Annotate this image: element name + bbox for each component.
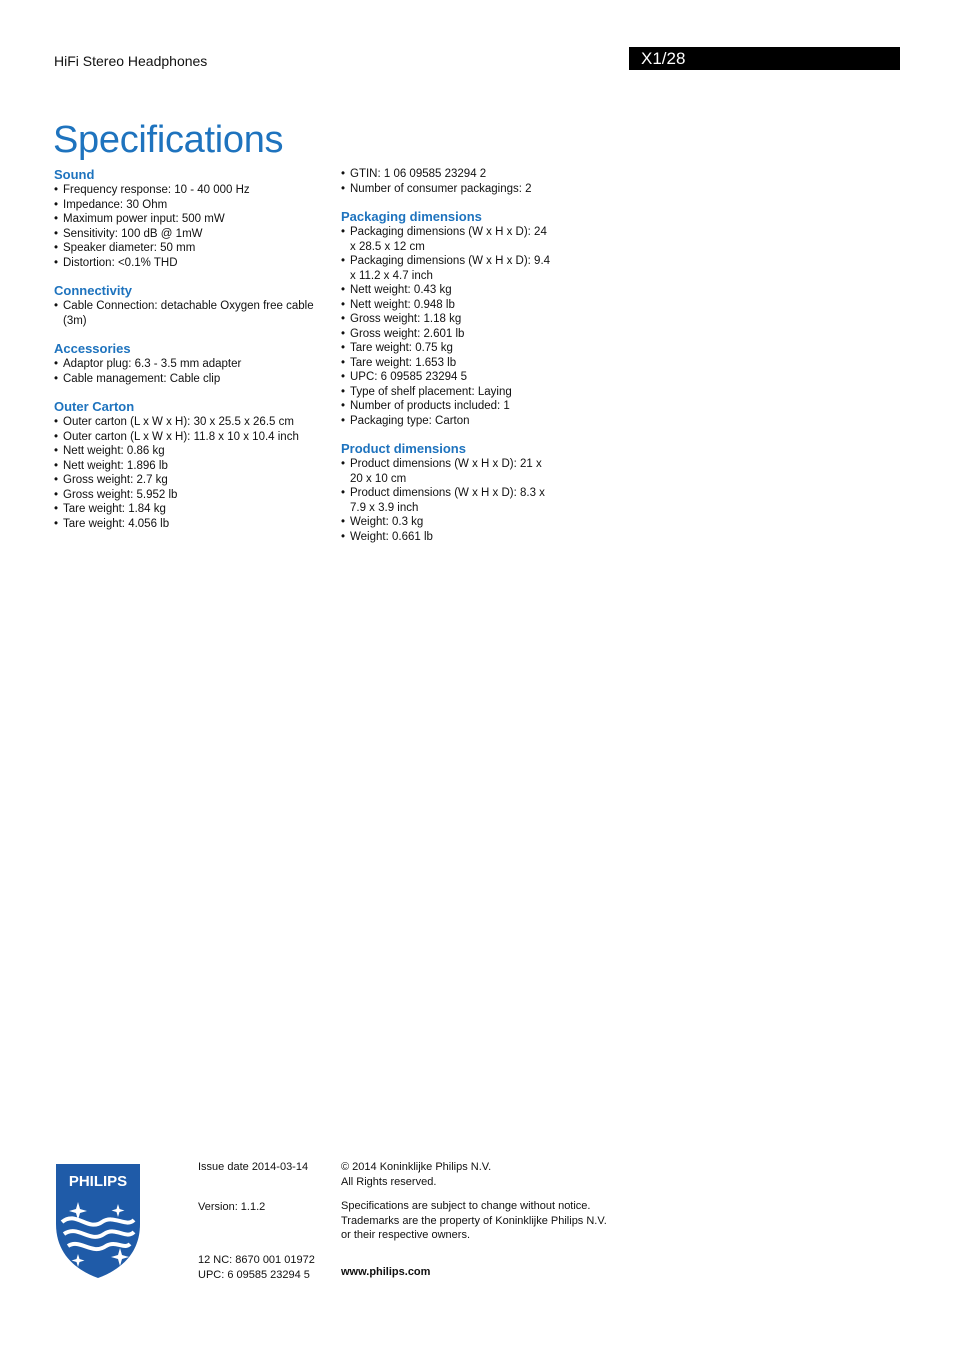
spec-item: • Gross weight: 2.7 kg: [54, 473, 329, 488]
spec-section: [54, 399, 329, 531]
section-title: Accessories: [54, 341, 131, 356]
copyright-line-2: All Rights reserved.: [341, 1175, 437, 1188]
spec-item: • Nett weight: 0.948 lb: [341, 298, 551, 313]
logo-wordmark: PHILIPS: [68, 1173, 128, 1190]
spec-item: • Product dimensions (W x H x D): 8.3 x 7.9 x 3.9 inch: [341, 486, 551, 515]
spec-item: • Type of shelf placement: Laying: [341, 385, 551, 400]
issue-date: Issue date 2014-03-14: [198, 1161, 309, 1173]
spec-item: • Maximum power input: 500 mW: [54, 212, 329, 227]
spec-item: • Adaptor plug: 6.3 - 3.5 mm adapter: [54, 357, 329, 372]
spec-item: • Tare weight: 0.75 kg: [341, 341, 551, 356]
spec-item: • Number of products included: 1: [341, 399, 551, 414]
upc-code: UPC: 6 09585 23294 5: [198, 1268, 310, 1281]
spec-item: • Nett weight: 0.86 kg: [54, 444, 329, 459]
spec-item: • Frequency response: 10 - 40 000 Hz: [54, 183, 329, 198]
page-title: Specifications: [53, 119, 284, 162]
spec-column-left: [54, 167, 329, 544]
spec-item: • Product dimensions (W x H x D): 21 x 20 x 10 cm: [341, 457, 551, 486]
spec-item: • Speaker diameter: 50 mm: [54, 241, 329, 256]
spec-section: [54, 167, 329, 270]
model-badge: [629, 47, 900, 70]
spec-item: • Tare weight: 4.056 lb: [54, 517, 329, 532]
spec-section: [341, 209, 551, 428]
spec-item: • Cable Connection: detachable Oxygen free cable (3m): [54, 299, 329, 328]
section-title: Sound: [54, 167, 95, 182]
philips-shield-logo: [54, 1162, 142, 1280]
spec-section-misc: [341, 167, 551, 196]
spec-item: • Outer carton (L x W x H): 30 x 25.5 x 26.5 cm: [54, 415, 329, 430]
section-title: Packaging dimensions: [341, 209, 482, 224]
spec-item: • UPC: 6 09585 23294 5: [341, 370, 551, 385]
spec-item: • Gross weight: 1.18 kg: [341, 312, 551, 327]
spec-section: [341, 441, 551, 544]
model-number: X1/28: [641, 49, 686, 68]
spec-item: • Number of consumer packagings: 2: [341, 182, 551, 197]
spec-item: • Tare weight: 1.84 kg: [54, 502, 329, 517]
spec-item: • Distortion: <0.1% THD: [54, 256, 329, 271]
spec-item: • Packaging dimensions (W x H x D): 24 x 28.5 x 12 cm: [341, 225, 551, 254]
spec-item: • Gross weight: 2.601 lb: [341, 327, 551, 342]
nc-code: 12 NC: 8670 001 01972: [198, 1254, 315, 1266]
spec-list: [54, 299, 329, 328]
spec-item: • Weight: 0.661 lb: [341, 530, 551, 545]
spec-item: • Nett weight: 0.43 kg: [341, 283, 551, 298]
spec-item: • Tare weight: 1.653 lb: [341, 356, 551, 371]
spec-list: [341, 225, 551, 428]
spec-item: • GTIN: 1 06 09585 23294 2: [341, 167, 551, 182]
spec-item: • Packaging type: Carton: [341, 414, 551, 429]
spec-item: • Packaging dimensions (W x H x D): 9.4 x 11.2 x 4.7 inch: [341, 254, 551, 283]
product-line: HiFi Stereo Headphones: [54, 53, 208, 69]
footer-legal: [341, 1160, 631, 1279]
footer-meta: [198, 1160, 333, 1282]
copyright-line-1: © 2014 Koninklijke Philips N.V.: [341, 1161, 492, 1173]
notice-line-2: Trademarks are the property of Koninklijke Philips N.V.: [341, 1214, 607, 1227]
version: Version: 1.1.2: [198, 1200, 266, 1213]
spec-item: • Cable management: Cable clip: [54, 372, 329, 387]
spec-section: [54, 341, 329, 386]
section-title: Connectivity: [54, 283, 133, 298]
spec-list: [54, 415, 329, 531]
spec-list: [54, 357, 329, 386]
notice-line-1: Specifications are subject to change without notice.: [341, 1200, 591, 1212]
website-link[interactable]: www.philips.com: [341, 1265, 431, 1278]
spec-item: • Gross weight: 5.952 lb: [54, 488, 329, 503]
spec-item: • Nett weight: 1.896 lb: [54, 459, 329, 474]
spec-item: • Impedance: 30 Ohm: [54, 198, 329, 213]
spec-list: [341, 167, 551, 196]
spec-item: • Weight: 0.3 kg: [341, 515, 551, 530]
spec-section: [54, 283, 329, 328]
spec-item: • Outer carton (L x W x H): 11.8 x 10 x 10.4 inch: [54, 430, 329, 445]
section-title: Outer Carton: [54, 399, 135, 414]
notice-line-3: or their respective owners.: [341, 1229, 470, 1241]
spec-column-right: [341, 167, 551, 557]
spec-list: [341, 457, 551, 544]
section-title: Product dimensions: [341, 441, 466, 456]
spec-item: • Sensitivity: 100 dB @ 1mW: [54, 227, 329, 242]
spec-list: [54, 183, 329, 270]
